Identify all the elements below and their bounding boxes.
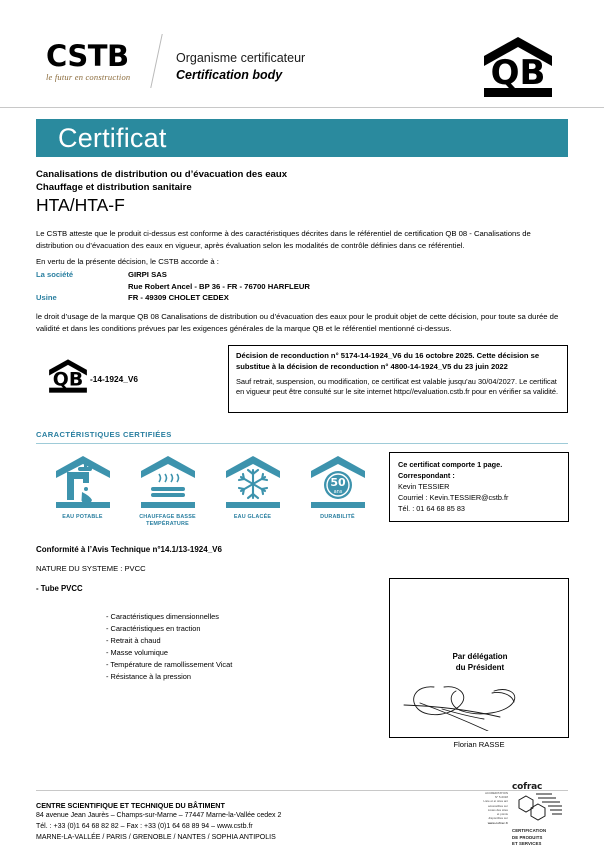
decision-validity: Sauf retrait, suspension, ou modification, ce certificat est valable jusqu’au 30/04/2027. Le certificat en vigueur peut être consulté sur le site internet httpc//evaluation.cstb.fr pour en vérifier sa validité.: [236, 376, 559, 397]
accreditation-line: N° 5-0018: [494, 796, 508, 800]
qb-logo-header: [482, 36, 554, 98]
company-address-row: [36, 281, 456, 293]
pages-count: Ce certificat comporte 1 page.: [398, 460, 503, 469]
delegation-line-2: du Président: [455, 663, 505, 673]
product-group: - Tube PVCC: [36, 584, 83, 593]
characteristic-durabilite: [295, 452, 380, 528]
factory-address: FR - 49309 CHOLET CEDEX: [128, 293, 229, 303]
certifier-role-fr: Organisme certificateur: [176, 51, 306, 65]
decision-box: [228, 345, 568, 413]
snowflake-icon: [210, 452, 295, 510]
characteristic-caption: CHAUFFAGE BASSE TEMPÉRATURE: [139, 514, 196, 528]
cofrac-logo: [512, 782, 566, 847]
correspondent-name: Kevin TESSIER: [398, 481, 450, 491]
list-item: - Caractéristiques dimensionnelles: [106, 612, 219, 621]
correspondent-phone: Tél. : 01 64 68 85 83: [398, 503, 465, 513]
system-nature: NATURE DU SYSTEME : PVCC: [36, 564, 146, 573]
certified-characteristics-rule: [36, 443, 568, 444]
cofrac-subtitle-1: CERTIFICATION: [512, 828, 547, 833]
company-row: [36, 269, 456, 281]
low-temperature-heating-icon: [125, 452, 210, 510]
signatory-name: Florian RASSE: [453, 740, 505, 749]
accreditation-line: disponibles sur: [488, 817, 508, 821]
footer-org-name: CENTRE SCIENTIFIQUE ET TECHNIQUE DU BÂTIMENT: [36, 801, 225, 810]
signature-box: [389, 578, 569, 738]
scope-line-1: Canalisations de distribution ou d’évacuation des eaux: [36, 169, 288, 180]
list-item: - Retrait à chaud: [106, 635, 161, 645]
correspondent-label: Correspondant :: [398, 470, 455, 480]
accreditation-line: et points: [496, 812, 508, 816]
mark-number: -14-1924_V6: [90, 374, 138, 384]
accreditation-line: www.cofrac.fr: [487, 821, 508, 826]
footer-contact: Tél. : +33 (0)1 64 68 82 82 – Fax : +33 (0)1 64 68 89 94 – www.cstb.fr: [36, 823, 253, 830]
certificate-banner: [36, 119, 568, 157]
list-item: - Masse volumique: [106, 647, 169, 657]
technical-conformity: Conformité à l’Avis Technique n°14.1/13-1924_V6: [36, 545, 222, 554]
cofrac-accreditation: [462, 782, 570, 847]
decision-reference: Décision de reconduction n° 5174-14-1924_V6 du 16 octobre 2025. Cette décision se substitue à la décision de reconduction n° 4800-14-1924_V5 du 23 juin 2022: [236, 351, 540, 371]
characteristic-eau-potable: [40, 452, 125, 528]
delegation-line-1: Par délégation: [452, 652, 508, 661]
accreditation-line: Liste et et sites ant: [483, 800, 508, 804]
cstb-logo: [46, 39, 156, 82]
badge-unit: ans: [333, 489, 342, 495]
header-rule: [0, 107, 604, 108]
certified-characteristics-icons: [40, 452, 380, 528]
company-name: GIRPI SAS: [128, 270, 167, 279]
footer-sites: MARNE-LA-VALLÉE / PARIS / GRENOBLE / NANTES / SOPHIA ANTIPOLIS: [36, 833, 276, 841]
characteristic-caption: DURABILITÉ: [320, 514, 355, 520]
accreditation-details: [462, 792, 508, 826]
characteristic-caption: EAU GLACÉE: [233, 514, 272, 520]
tap-icon: [40, 452, 125, 510]
technical-characteristics-list: [66, 611, 232, 683]
accreditation-line: Listes des sites: [488, 808, 508, 812]
statement-paragraph-1: Le CSTB atteste que le produit ci-dessus est conforme à des caractéristiques décrites dans le référentiel de certification QB 08 - Canalisations de distribution ou d’évacuation des eaux en vigueur, après évaluation selon les modalités de contrôle définies dans ce référentiel.: [36, 229, 531, 250]
fifty-years-badge-icon: [295, 452, 380, 510]
list-item: - Température de ramollissement Vicat: [106, 659, 233, 669]
company-address-spacer: [36, 281, 128, 293]
statement-paragraph-2: En vertu de la présente décision, le CSTB accorde à :: [36, 257, 219, 266]
footer-address: 84 avenue Jean Jaurès – Champs-sur-Marne – 77447 Marne-la-Vallée cedex 2: [36, 812, 282, 820]
page-footer: [36, 800, 281, 844]
handwritten-signature-icon: [396, 669, 564, 736]
company-label: La société: [36, 270, 74, 279]
statement-paragraph-3: le droit d’usage de la marque QB 08 Canalisations de distribution ou d’évacuation des eaux pour le produit objet de cette décision, pour toute sa durée de validité et dans les conditions prévues par les exigences générales de la marque QB et le référentiel mentionné ci-dessus.: [36, 312, 559, 333]
certifier-role-en: Certification body: [176, 67, 283, 82]
svg-text:QB: QB: [52, 368, 84, 391]
contact-box: [389, 452, 569, 522]
page-header: [0, 0, 604, 108]
characteristic-chauffage-basse-temperature: [125, 452, 210, 528]
svg-text:QB: QB: [490, 53, 546, 93]
badge-number: 50: [329, 476, 346, 489]
factory-row: [36, 292, 456, 304]
accreditation-line: ACCREDITATION: [485, 792, 508, 795]
certified-characteristics-heading: CARACTÉRISTIQUES CERTIFIÉES: [36, 430, 172, 439]
correspondent-email: Courriel : Kevin.TESSIER@cstb.fr: [398, 492, 509, 502]
characteristic-eau-glacee: [210, 452, 295, 528]
characteristic-caption: EAU POTABLE: [62, 514, 103, 520]
accreditation-line: accessibles sur: [488, 804, 508, 808]
qb-logo-mark: [48, 358, 88, 394]
list-item: - Caractéristiques en traction: [106, 623, 201, 633]
cstb-tagline: le futur en construction: [46, 72, 131, 82]
cstb-wordmark: CSTB: [46, 39, 129, 73]
company-address: Rue Robert Ancel - BP 36 - FR - 76700 HARFLEUR: [128, 281, 310, 291]
cofrac-subtitle-2: DE PRODUITS: [512, 834, 543, 840]
cofrac-hexagon-mark: [512, 792, 566, 822]
cofrac-subtitle-3: ET SERVICES: [512, 841, 542, 847]
grantee-details: [36, 269, 456, 304]
cofrac-wordmark: cofrac: [512, 782, 543, 792]
page-title: Certificat: [58, 123, 167, 153]
factory-label: Usine: [36, 293, 57, 303]
certifier-role: [176, 50, 305, 84]
scope-line-2: Chauffage et distribution sanitaire: [36, 182, 192, 193]
list-item: - Résistance à la pression: [106, 671, 192, 681]
product-name: HTA/HTA-F: [36, 195, 125, 215]
